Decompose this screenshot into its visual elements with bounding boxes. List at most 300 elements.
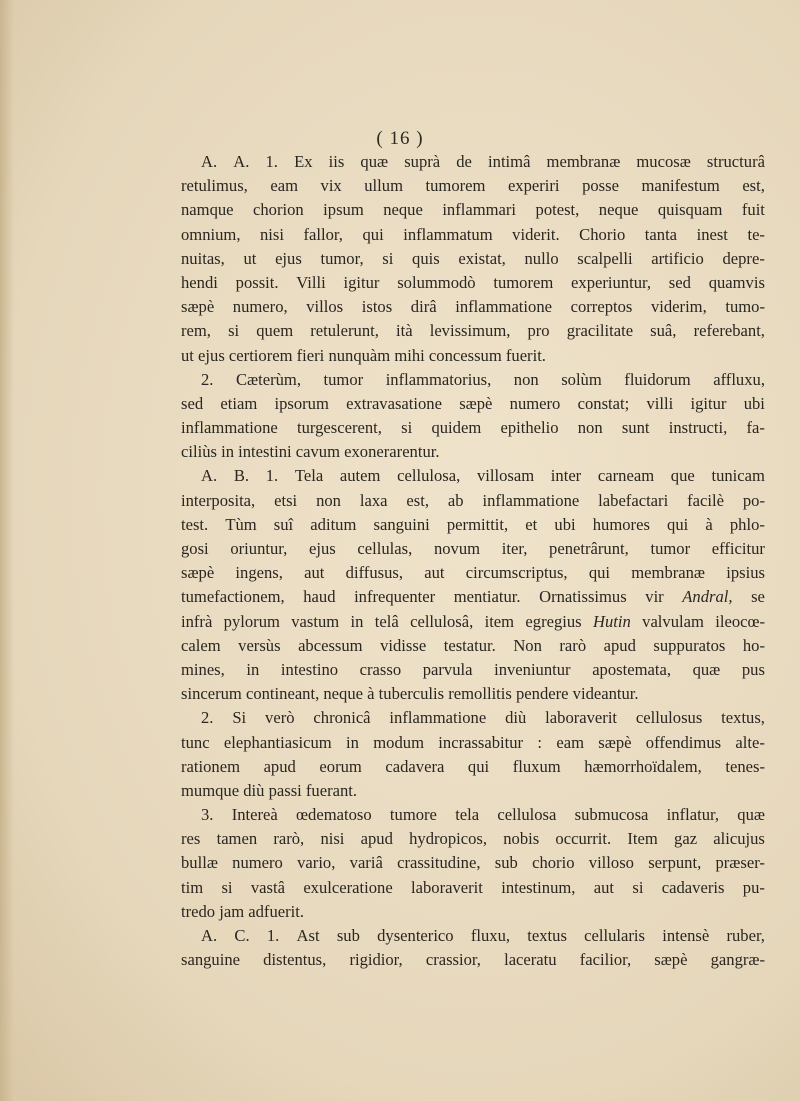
word: sed: [668, 272, 691, 292]
word: eorum: [319, 756, 362, 776]
word: numero: [232, 853, 283, 873]
word: possit.: [235, 272, 279, 292]
word: quisquam: [657, 200, 723, 220]
word: calem: [181, 635, 221, 655]
word: 3.: [201, 805, 214, 825]
text-line: [181, 634, 765, 658]
word: chorio: [532, 853, 575, 873]
word: sub: [494, 853, 518, 873]
word: structurâ: [706, 152, 765, 171]
text-line: [181, 247, 765, 271]
word: si: [401, 418, 413, 438]
word: referebant,: [693, 321, 765, 341]
word: A.: [201, 926, 218, 945]
word: rarò,: [273, 829, 305, 849]
word: se: [751, 587, 765, 607]
word: si: [382, 248, 394, 268]
line-text: ut ejus certiorem fieri nunquàm mihi concessum fuerit.: [181, 345, 546, 365]
word: experiuntur,: [571, 272, 652, 292]
word: ubi: [743, 393, 765, 413]
word: sub: [336, 926, 360, 945]
word: A.: [233, 152, 250, 171]
word: retulerunt,: [310, 321, 379, 341]
word: Item: [627, 829, 658, 849]
word: diù: [505, 708, 527, 728]
text-line: [181, 440, 765, 464]
word: tumor: [650, 539, 691, 558]
text-line: [181, 174, 765, 198]
text-line: [181, 779, 765, 803]
word: parvula: [422, 659, 473, 679]
word: abcessum: [298, 635, 363, 655]
word: intestino: [280, 659, 339, 679]
word: :: [537, 732, 543, 752]
word: Non: [513, 635, 542, 655]
text-line: [181, 561, 765, 585]
word: in: [350, 611, 364, 631]
word: qui: [667, 514, 689, 534]
word: Chorio: [579, 224, 626, 244]
word: nisi: [260, 224, 284, 244]
word: A.: [201, 152, 218, 171]
word: fluxu,: [470, 926, 511, 945]
word: tumor: [323, 369, 364, 389]
word: cadavera: [385, 756, 445, 776]
word: Tùm: [225, 514, 257, 534]
word: nullo: [524, 248, 559, 268]
word: turgescerent,: [297, 418, 382, 438]
word: inflatur,: [666, 805, 719, 825]
word: villoso: [588, 853, 634, 873]
word: ità: [396, 321, 413, 341]
word: ipsorum: [274, 393, 329, 413]
text-line: [181, 464, 765, 488]
word: suî: [273, 514, 294, 534]
word: labefactari: [598, 490, 669, 510]
text-line: [181, 271, 765, 295]
word: solummodò: [397, 272, 476, 292]
word: que: [670, 466, 695, 486]
word: variâ: [349, 853, 383, 873]
word: Cæterùm,: [235, 369, 301, 389]
word: occurrit.: [555, 829, 612, 849]
word: humores: [592, 514, 650, 534]
word: 1.: [266, 926, 280, 945]
page-fold-shadow: [0, 0, 14, 1101]
text-line: [181, 900, 765, 924]
word: apud: [360, 829, 393, 849]
word: instructi,: [668, 418, 728, 438]
word: rem,: [181, 321, 211, 341]
word: 1.: [265, 152, 278, 171]
word: intestinum,: [501, 877, 576, 897]
word: sæpè: [181, 563, 215, 583]
page-number: ( 16 ): [376, 128, 424, 149]
word: Ex: [294, 152, 313, 171]
word: cellulosa,: [397, 466, 461, 486]
word: non: [577, 418, 603, 438]
word: ileocœ-: [715, 611, 765, 631]
word: intensè: [662, 926, 710, 945]
word: eam: [556, 732, 584, 752]
word: si: [228, 321, 240, 341]
word: non: [316, 490, 341, 510]
word: ruber,: [726, 926, 765, 945]
word: potest,: [535, 200, 580, 220]
word: præser-: [715, 853, 765, 873]
word: inflammari: [442, 200, 517, 220]
word: serpunt,: [648, 853, 702, 873]
word: laboraverit: [411, 877, 483, 897]
text-line: [181, 416, 765, 440]
word: ut: [243, 248, 257, 268]
text-line: [181, 610, 765, 634]
word: et: [525, 514, 538, 534]
text-line: [181, 948, 765, 972]
word: item: [484, 611, 515, 631]
word: quæ: [737, 805, 765, 825]
word: apud: [603, 635, 636, 655]
word: egregius: [525, 611, 582, 631]
word: tumo-: [725, 297, 765, 317]
word: suâ,: [650, 321, 677, 341]
word: inest: [696, 224, 728, 244]
word: quamvis: [708, 272, 765, 292]
word: aut: [593, 877, 615, 897]
word: valvulam: [642, 611, 704, 631]
word: sunt: [621, 418, 650, 438]
word: Ornatissimus: [539, 587, 627, 607]
word: hydropicos,: [409, 829, 488, 849]
word: ipsius: [726, 563, 765, 583]
text-line: [181, 803, 765, 827]
word: tumorem: [493, 272, 554, 292]
line-text: sincerum contineant, neque à tuberculis remollitis pendere videantur.: [181, 684, 639, 704]
word: in: [246, 659, 260, 679]
word: permittit,: [446, 514, 509, 534]
word: B.: [233, 466, 250, 486]
word: facilè: [687, 490, 724, 510]
text-line: [181, 876, 765, 900]
word: mentiatur.: [453, 587, 521, 607]
italic-name: Hutin: [592, 611, 631, 631]
word: existat,: [458, 248, 506, 268]
line-text: ciliùs in intestini cavum exonerarentur.: [181, 442, 440, 462]
word: quis: [412, 248, 440, 268]
line-text: mumque diù passi fuerant.: [181, 780, 358, 800]
text-line: [181, 198, 765, 222]
word: quidem: [431, 418, 482, 438]
word: aut: [304, 563, 325, 583]
word: fluxum: [512, 756, 561, 776]
word: oriuntur,: [230, 539, 288, 558]
text-line: [181, 924, 765, 948]
word: chronicâ: [313, 708, 371, 728]
word: Intereà: [231, 805, 278, 825]
word: 2.: [201, 708, 214, 728]
word: laceratu: [504, 950, 557, 970]
line-text: tredo jam adfuerit.: [181, 901, 305, 921]
word: est,: [742, 176, 765, 196]
word: tela: [455, 805, 480, 825]
word: pylorum: [223, 611, 280, 631]
word: sæpè: [459, 393, 493, 413]
word: Tela: [294, 466, 324, 486]
word: chorion: [253, 200, 304, 220]
word: aditum: [310, 514, 357, 534]
word: tumore: [389, 805, 437, 825]
word: penetrârunt,: [549, 539, 629, 558]
word: C.: [234, 926, 250, 945]
word: inflammatione: [389, 708, 487, 728]
word: iis: [328, 152, 345, 171]
word: villos: [306, 297, 344, 317]
text-line: [181, 585, 765, 609]
word: apud: [263, 756, 296, 776]
word: aut: [424, 563, 445, 583]
text-line: [181, 851, 765, 875]
word: test.: [181, 514, 209, 534]
text-line: [181, 489, 765, 513]
word: autem: [339, 466, 381, 486]
word: sanguini: [373, 514, 430, 534]
word: tumefactionem,: [181, 587, 285, 607]
word: cellulas,: [357, 539, 413, 558]
word: suppuratos: [653, 635, 726, 655]
word: namque: [181, 200, 234, 220]
word: rigidior,: [349, 950, 403, 970]
word: mucosæ: [636, 152, 691, 171]
word: facilior,: [579, 950, 632, 970]
word: textus: [527, 926, 567, 945]
text-line: [181, 731, 765, 755]
text-line: [181, 150, 765, 174]
word: carneam: [597, 466, 655, 486]
word: si: [632, 877, 644, 897]
word: vastâ: [250, 877, 285, 897]
word: posse: [582, 176, 619, 196]
word: bullæ: [181, 853, 218, 873]
word: cadaveris: [661, 877, 725, 897]
body-text: [181, 150, 765, 972]
word: tim: [181, 877, 204, 897]
word: submucosa: [574, 805, 649, 825]
word: epithelio: [500, 418, 559, 438]
word: 1.: [265, 466, 279, 486]
text-line: [181, 368, 765, 392]
word: modum: [373, 732, 424, 752]
word: verò: [265, 708, 295, 728]
word: sanguine: [181, 950, 240, 970]
word: numero: [509, 393, 561, 413]
word: villosam: [476, 466, 535, 486]
word: nobis: [503, 829, 540, 849]
word: diffusus,: [345, 563, 403, 583]
word: gangræ-: [710, 950, 765, 970]
word: infrequenter: [354, 587, 436, 607]
word: intimâ: [488, 152, 531, 171]
word: sæpè: [181, 297, 215, 317]
word: Si: [232, 708, 247, 728]
word: si: [221, 877, 233, 897]
word: pro: [527, 321, 550, 341]
word: te-: [747, 224, 765, 244]
word: cellulosus: [635, 708, 703, 728]
word: ab: [447, 490, 464, 510]
word: circumscriptus,: [465, 563, 568, 583]
word: vario,: [297, 853, 336, 873]
text-line: [181, 682, 765, 706]
text-line: [181, 658, 765, 682]
word: crasso: [359, 659, 402, 679]
word: laxa: [359, 490, 388, 510]
word: sæpè: [598, 732, 632, 752]
word: sed: [181, 393, 204, 413]
word: offendimus: [645, 732, 722, 752]
word: versùs: [238, 635, 281, 655]
word: telâ: [374, 611, 399, 631]
word: alte-: [735, 732, 765, 752]
word: cellulosa: [497, 805, 557, 825]
word: 2.: [201, 369, 214, 389]
text-line: [181, 223, 765, 247]
word: fallor,: [303, 224, 343, 244]
word: omnium,: [181, 224, 241, 244]
word: po-: [742, 490, 765, 510]
word: istos: [361, 297, 393, 317]
word: rarò: [559, 635, 587, 655]
word: inflammatum: [403, 224, 493, 244]
word: de: [456, 152, 472, 171]
word: pu-: [742, 877, 765, 897]
word: tumorem: [425, 176, 486, 196]
word: novum: [433, 539, 481, 558]
word: affluxu,: [713, 369, 765, 389]
text-line: [181, 513, 765, 537]
word: qui: [588, 563, 611, 583]
word: A.: [201, 466, 218, 486]
word: dirâ: [410, 297, 437, 317]
word: in: [346, 732, 359, 752]
word: rationem: [181, 756, 240, 776]
word: gaz: [674, 829, 698, 849]
text-line: [181, 344, 765, 368]
word: nisi: [320, 829, 345, 849]
word: suprà: [404, 152, 441, 171]
word: etiam: [220, 393, 258, 413]
word: vix: [320, 176, 342, 196]
text-line: [181, 392, 765, 416]
word: tanta: [644, 224, 678, 244]
text-line: [181, 827, 765, 851]
word: igitur: [343, 272, 380, 292]
word: crassitudine,: [397, 853, 481, 873]
word: qui: [362, 224, 384, 244]
word: tunicam: [711, 466, 765, 486]
word: mines,: [181, 659, 225, 679]
word: inflammatione: [181, 418, 278, 438]
word: cellularis: [584, 926, 645, 945]
word: neque: [383, 200, 423, 220]
word: depre-: [722, 248, 765, 268]
word: neque: [598, 200, 639, 220]
text-line: [181, 537, 765, 561]
word: igitur: [690, 393, 727, 413]
word: exulceratione: [303, 877, 393, 897]
word: fa-: [746, 418, 765, 438]
word: ejus: [309, 539, 336, 558]
word: dysenterico: [377, 926, 454, 945]
word: ho-: [742, 635, 765, 655]
word: eam: [270, 176, 298, 196]
word: efficitur: [711, 539, 765, 558]
word: ejus: [275, 248, 302, 268]
word: fuit: [741, 200, 765, 220]
word: elephantiasicum: [223, 732, 332, 752]
word: cellulosâ,: [410, 611, 474, 631]
word: retulimus,: [181, 176, 248, 196]
word: inflammatione: [482, 490, 580, 510]
word: levissimum,: [429, 321, 511, 341]
word: interposita,: [181, 490, 256, 510]
word: non: [513, 369, 539, 389]
word: membranæ: [631, 563, 705, 583]
word: quæ: [692, 659, 721, 679]
word: res: [181, 829, 201, 849]
word: villi: [646, 393, 674, 413]
word: hendi: [181, 272, 218, 292]
word: viderim,: [650, 297, 707, 317]
word: textus,: [721, 708, 765, 728]
italic-name: Andral,: [682, 587, 733, 607]
word: manifestum: [641, 176, 720, 196]
word: experiri: [507, 176, 560, 196]
word: fluidorum: [624, 369, 691, 389]
word: etsi: [274, 490, 298, 510]
word: haud: [303, 587, 336, 607]
word: vidisse: [380, 635, 427, 655]
word: ullum: [364, 176, 403, 196]
word: testatur.: [443, 635, 496, 655]
word: ingens,: [235, 563, 283, 583]
word: infrà: [181, 611, 213, 631]
word: iter,: [501, 539, 528, 558]
word: inveniuntur: [494, 659, 571, 679]
word: laboraverit: [545, 708, 618, 728]
word: apostemata,: [592, 659, 671, 679]
word: inter: [550, 466, 582, 486]
word: constat;: [577, 393, 630, 413]
word: correptos: [570, 297, 633, 317]
word: alicujus: [713, 829, 765, 849]
word: quem: [256, 321, 294, 341]
word: est,: [406, 490, 429, 510]
word: ipsum: [323, 200, 364, 220]
text-line: [181, 706, 765, 730]
text-line: [181, 755, 765, 779]
word: tenes-: [725, 756, 765, 776]
word: distentus,: [263, 950, 327, 970]
word: scalpelli: [577, 248, 633, 268]
word: pus: [741, 659, 765, 679]
word: vir: [645, 587, 664, 607]
word: tamen: [216, 829, 258, 849]
text-line: [181, 319, 765, 343]
word: tunc: [181, 732, 210, 752]
word: incrassabitur: [438, 732, 524, 752]
word: Ast: [296, 926, 320, 945]
word: à: [705, 514, 713, 534]
